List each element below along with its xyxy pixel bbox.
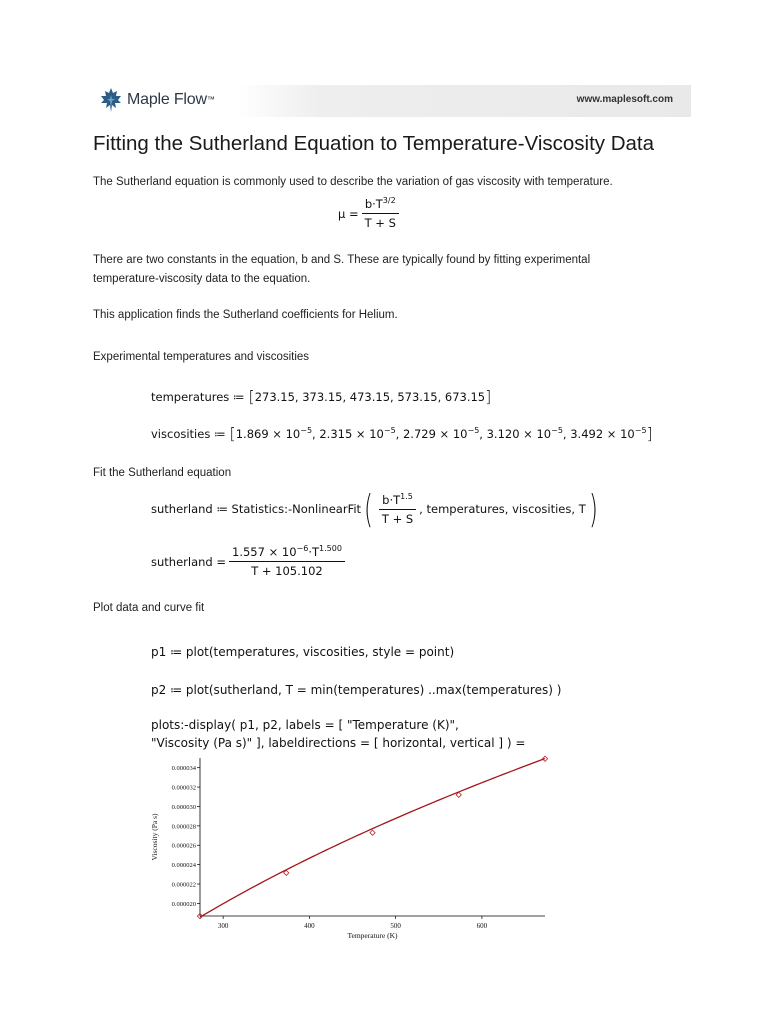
- equation-lhs: μ =: [338, 206, 359, 221]
- constants-text-line-2: temperature-viscosity data to the equation.: [93, 273, 311, 285]
- temperatures-assignment[interactable]: temperatures ≔ [ 273.15, 373.15, 473.15, 573.15, 673.15 ]: [151, 387, 492, 406]
- plot-heading: Plot data and curve fit: [93, 602, 205, 614]
- viscosity-value-2: $2.315 \times 10^{-5}$: [319, 425, 396, 441]
- logo-text: Maple Flow: [127, 91, 207, 108]
- experimental-heading: Experimental temperatures and viscosities: [93, 351, 310, 363]
- y-tick-label: 0.000026: [171, 842, 196, 850]
- viscosities-assignment[interactable]: viscosities ≔ [ $1.869 \times 10^{-5}$ , $2.315 \times 10^{-5}$ , $2.729 \times 10^{-5}$ , $3.120 \times 10^{-5}$ , $3.492 \times 10^{-5}$ ]: [151, 424, 653, 443]
- site-url[interactable]: www.maplesoft.com: [576, 94, 673, 105]
- y-axis-label: Viscosity (Pa s): [150, 813, 159, 861]
- viscosity-chart: [140, 752, 560, 947]
- page-title: Fitting the Sutherland Equation to Temperature-Viscosity Data: [93, 132, 655, 155]
- y-tick-label: 0.000020: [171, 900, 196, 908]
- temperatures-lhs: temperatures ≔: [151, 389, 245, 404]
- x-tick-label: 600: [476, 922, 488, 930]
- y-tick-label: 0.000024: [171, 862, 196, 870]
- y-tick-label: 0.000030: [171, 803, 196, 811]
- viscosity-value-4: $3.120 \times 10^{-5}$: [486, 425, 563, 441]
- p1-command[interactable]: p1 ≔ plot(temperatures, viscosities, style = point): [151, 645, 455, 659]
- result-denominator: T + 105.102: [251, 564, 323, 578]
- viscosity-value-3: $2.729 \times 10^{-5}$: [402, 425, 480, 441]
- y-tick-label: 0.000034: [171, 765, 196, 773]
- viscosity-value-5: $3.492 \times 10^{-5}$: [570, 425, 647, 441]
- p2-command[interactable]: p2 ≔ plot(sutherland, T = min(temperatures) ..max(temperatures) ): [151, 683, 562, 697]
- y-tick-label: 0.000032: [171, 784, 196, 792]
- constants-text-line-1: There are two constants in the equation, b and S. These are typically found by fitting experimental: [93, 254, 591, 266]
- fit-curve-line: [200, 759, 545, 918]
- fit-numerator: $b\cdot T^{1.5}$: [379, 493, 416, 510]
- x-tick-label: 300: [217, 922, 229, 930]
- x-tick-label: 500: [390, 922, 401, 930]
- equation-numerator: $b\cdot T^{3/2}$: [362, 197, 399, 214]
- data-point: [370, 830, 375, 835]
- maple-leaf-icon: [99, 87, 123, 113]
- y-tick-label: 0.000028: [171, 823, 196, 831]
- fit-denominator: T + S: [381, 511, 414, 526]
- fit-heading: Fit the Sutherland equation: [93, 467, 232, 479]
- viscosity-value-1: $1.869 \times 10^{-5}$: [235, 425, 313, 441]
- sutherland-equation: [338, 197, 402, 230]
- x-axis-label: Temperature (K): [347, 931, 398, 940]
- nonlinearfit-command[interactable]: sutherland ≔ Statistics:-NonlinearFit ( $\frac{b\cdot T^{1.5}}{T + S}$ , temperatures, viscosities, T ): [151, 487, 598, 531]
- fit-args: , temperatures, viscosities, T: [419, 502, 586, 516]
- application-text: This application finds the Sutherland coefficients for Helium.: [93, 309, 398, 321]
- header-banner: [93, 85, 691, 117]
- viscosities-lhs: viscosities ≔: [151, 426, 226, 441]
- maple-flow-logo: Maple Flow ™: [99, 87, 215, 113]
- temperatures-values: 273.15, 373.15, 473.15, 573.15, 673.15: [254, 389, 486, 404]
- y-tick-label: 0.000022: [171, 881, 196, 889]
- display-command-line-2[interactable]: "Viscosity (Pa s)" ], labeldirections = [ horizontal, vertical ] ) =: [151, 736, 526, 750]
- display-command-line-1[interactable]: plots:-display( p1, p2, labels = [ "Temperature (K)",: [151, 718, 459, 732]
- result-numerator: $1.557 \times 10^{-6}\cdot T^{1.500}$: [229, 545, 345, 562]
- equation-fraction: [362, 197, 399, 230]
- result-fraction: [229, 545, 345, 578]
- fit-lhs: sutherland ≔ Statistics:-NonlinearFit: [151, 502, 362, 516]
- x-tick-label: 400: [304, 922, 315, 930]
- intro-text: The Sutherland equation is commonly used to describe the variation of gas viscosity with temperature.: [93, 176, 613, 188]
- sutherland-result: [151, 545, 348, 578]
- fit-fraction: [379, 493, 416, 526]
- result-lhs: sutherland =: [151, 554, 227, 569]
- equation-denominator: T + S: [364, 216, 396, 230]
